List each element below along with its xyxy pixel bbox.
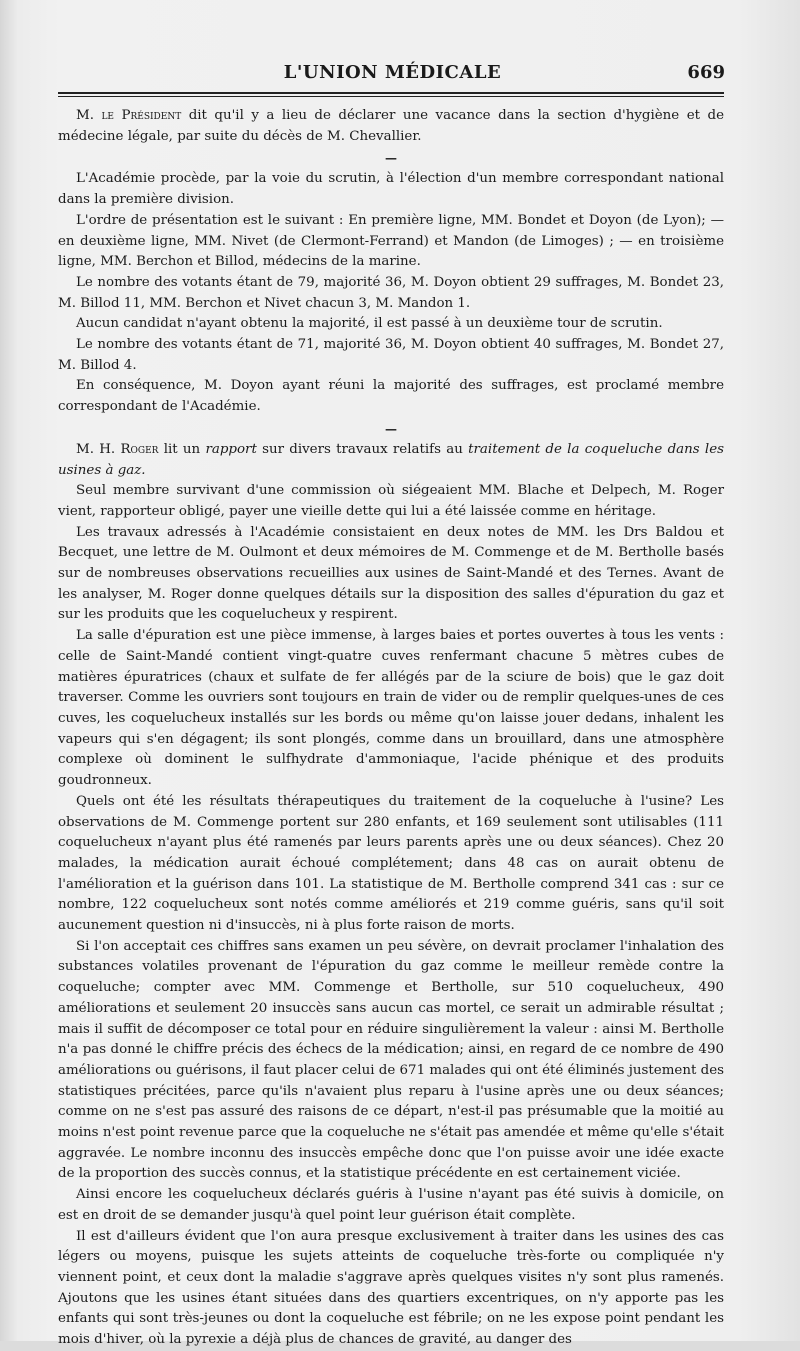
header-rule [58,92,724,94]
paragraph: Il est d'ailleurs évident que l'on aura presque exclusivement à traiter dans les usines des cas légers ou moyens, puisque les sujets atteints de coqueluche très-forte ou compliquée n'y viennent point, et ceux dont la maladie s'aggrave après quelques visites n'y sont plus ramenés. Ajoutons que les usines étant situées dans des quartiers excentriques, on n'y apporte pas les enfants qui sont très-jeunes ou dont la coqueluche est fébrile; on ne les expose point pendant les mois d'hiver, où la pyrexie a déjà plus de chances de gravité, au danger des [58,1228,724,1348]
paragraph: M. le Président dit qu'il y a lieu de déclarer une vacance dans la section d'hygiène et de médecine légale, par suite du décès de M. Chevallier. [58,108,724,144]
paragraph: Si l'on acceptait ces chiffres sans examen un peu sévère, on devrait proclamer l'inhalation des substances volatiles provenant de l'épuration du gaz comme le meilleur remède contre la coqueluche; compter avec MM. Commenge et Bertholle, sur 510 coquelucheux, 490 améliorations et seulement 20 insuccès sans aucun cas mortel, ce serait un admirable résultat ; mais il suffit de décomposer ce total pour en réduire singulièrement la valeur : ainsi M. Bertholle n'a pas donné le chiffre précis des échecs de la médication; ainsi, en regard de ce nombre de 490 améliorations ou guérisons, il faut placer celui de 671 malades qui ont été éliminés justement des statistiques précitées, parce qu'ils n'avaient plus reparu à l'usine après une ou deux séances; comme on ne s'est pas assuré des raisons de ce départ, n'est-il pas présumable que la moitié au moins n'est point revenue parce que la coqueluche ne s'était pas amendée et même qu'elle s'était aggravée. Le nombre inconnu des insuccès empêche donc que l'on puisse avoir une idée exacte de la proportion des succès connus, et la statistique précédente en est certainement viciée. [58,938,724,1182]
section-separator: — [385,151,397,166]
paragraph: Les travaux adressés à l'Académie consistaient en deux notes de MM. les Drs Baldou et Becquet, une lettre de M. Oulmont et deux mémoires de M. Commenge et de M. Bertholle basés sur de nombreuses observations recueillies aux usines de Saint-Mandé et des Ternes. Avant de les analyser, M. Roger donne quelques détails sur la disposition des salles d'épuration du gaz et sur les produits que les coquelucheux y respirent. [58,524,724,623]
paragraph: M. H. Roger lit un rapport sur divers travaux relatifs au traitement de la coqueluche dans les usines à gaz. [58,441,724,478]
paragraph: Le nombre des votants étant de 71, majorité 36, M. Doyon obtient 40 suffrages, M. Bondet 27, M. Billod 4. [58,337,724,373]
section-separator: — [385,421,397,436]
paragraph: L'ordre de présentation est le suivant : En première ligne, MM. Bondet et Doyon (de Lyon); — en deuxième ligne, MM. Nivet (de Clermont-Ferrand) et Mandon (de Limoges) ; — en troisième ligne, MM. Berchon et Billod, médecins de la marine. [58,212,724,270]
paragraph: L'Académie procède, par la voie du scrutin, à l'élection d'un membre correspondant national dans la première division. [58,171,724,208]
header-rule-thin [58,96,724,97]
paragraph: En conséquence, M. Doyon ayant réuni la majorité des suffrages, est proclamé membre correspondant de l'Académie. [58,378,724,415]
running-header [60,58,725,88]
report-title: traitement de la coqueluche dans les usines à gaz. [58,441,724,478]
paragraph: La salle d'épuration est une pièce immense, à larges baies et portes ouvertes à tous les vents : celle de Saint-Mandé contient vingt-quatre cuves renfermant chacune 5 mètres cubes de matières épuratrices (chaux et sulfate de fer allégés par de la sciure de bois) que le gaz doit traverser. Comme les ouvriers sont toujours en train de vider ou de remplir quelques-unes de ces cuves, les coquelucheux installés sur les bords ou même qu'on laisse jouer dedans, inhalent les vapeurs qui s'en dégagent; ils sont plongés, comme dans un brouillard, dans une atmosphère complexe où dominent le sulfhydrate d'ammoniaque, l'acide phénique et des produits goudronneux. [58,628,724,789]
speaker-name: M. le Président [76,108,182,123]
paragraph: Seul membre survivant d'une commission où siégeaient MM. Blache et Delpech, M. Roger vient, rapporteur obligé, payer une vieille dette qui lui a été laissée comme en héritage. [58,483,724,519]
article-body [58,106,724,1351]
paragraph: Aucun candidat n'ayant obtenu la majorité, il est passé à un deuxième tour de scrutin. [76,316,663,332]
page-number: 669 [687,62,725,83]
paragraph: Le nombre des votants étant de 79, majorité 36, M. Doyon obtient 29 suffrages, M. Bondet 23, M. Billod 11, MM. Berchon et Nivet chacun 3, M. Mandon 1. [58,274,724,311]
speaker-name: M. H. Roger [76,441,159,457]
journal-title: L'UNION MÉDICALE [283,62,502,83]
paragraph: Ainsi encore les coquelucheux déclarés guéris à l'usine n'ayant pas été suivis à domicile, on est en droit de se demander jusqu'à quel point leur guérison était complète. [58,1187,724,1223]
paragraph: Quels ont été les résultats thérapeutiques du traitement de la coqueluche à l'usine? Les observations de M. Commenge portent sur 280 enfants, et 169 seulement sont utilisables (111 coquelucheux n'ayant plus été ramenés par leurs parents après une ou deux séances). Chez 20 malades, la médication aurait échoué complétement; dans 48 cas on aurait obtenu de l'amélioration et la guérison dans 101. La statistique de M. Bertholle comprend 341 cas : sur ce nombre, 122 coquelucheux sont notés comme améliorés et 219 comme guéris, sans qu'il soit aucunement question ni d'insuccès, ni à plus forte raison de morts. [58,793,724,934]
